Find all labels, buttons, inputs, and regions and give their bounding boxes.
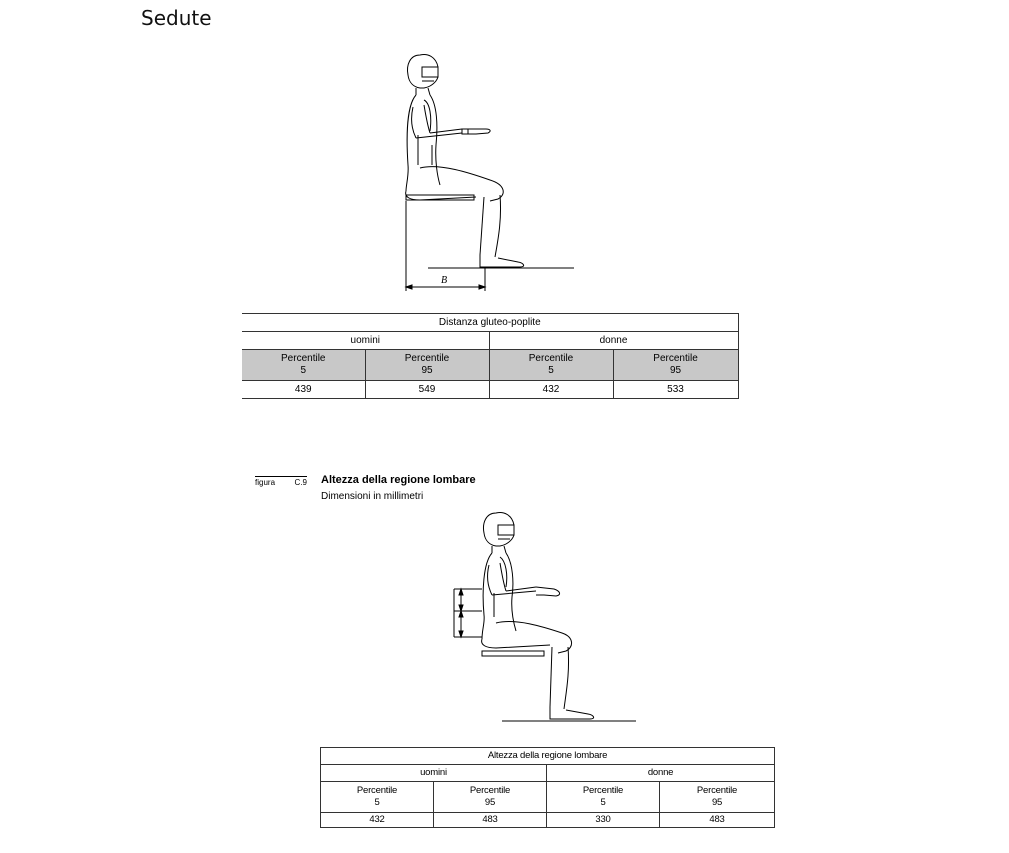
- figure-label-number: C.9: [294, 478, 307, 487]
- column-header: Percentile 95: [613, 350, 738, 381]
- figure-title: Altezza della regione lombare: [321, 474, 476, 486]
- table-title: Altezza della regione lombare: [321, 748, 775, 765]
- table-cell: 439: [242, 381, 365, 399]
- column-header: Percentile 5: [489, 350, 613, 381]
- table-title: Distanza gluteo-poplite: [242, 314, 738, 332]
- buttock-popliteal-table: [242, 313, 739, 399]
- table-cell: 432: [321, 813, 434, 828]
- lumbar-height-table: [320, 747, 775, 828]
- figure-label: [255, 476, 307, 487]
- seated-figure-illustration-2: [440, 505, 640, 725]
- dimension-label-b: B: [441, 275, 448, 286]
- column-header: Percentile 5: [547, 782, 660, 813]
- seated-figure-illustration-1: [380, 45, 590, 295]
- figure-subtitle: Dimensioni in millimetri: [321, 491, 424, 502]
- table-cell: 432: [489, 381, 613, 399]
- group-header-men: uomini: [321, 765, 547, 782]
- column-header: Percentile 95: [434, 782, 547, 813]
- column-header: Percentile 5: [242, 350, 365, 381]
- table-cell: 330: [547, 813, 660, 828]
- group-header-women: donne: [489, 332, 738, 350]
- figure-label-word: figura: [255, 478, 276, 487]
- table-cell: 549: [365, 381, 489, 399]
- column-header: Percentile 95: [365, 350, 489, 381]
- table-cell: 483: [660, 813, 775, 828]
- column-header: Percentile 95: [660, 782, 775, 813]
- table-cell: 533: [613, 381, 738, 399]
- group-header-men: uomini: [242, 332, 489, 350]
- table-cell: 483: [434, 813, 547, 828]
- page-title: Sedute: [141, 6, 212, 30]
- group-header-women: donne: [547, 765, 775, 782]
- column-header: Percentile 5: [321, 782, 434, 813]
